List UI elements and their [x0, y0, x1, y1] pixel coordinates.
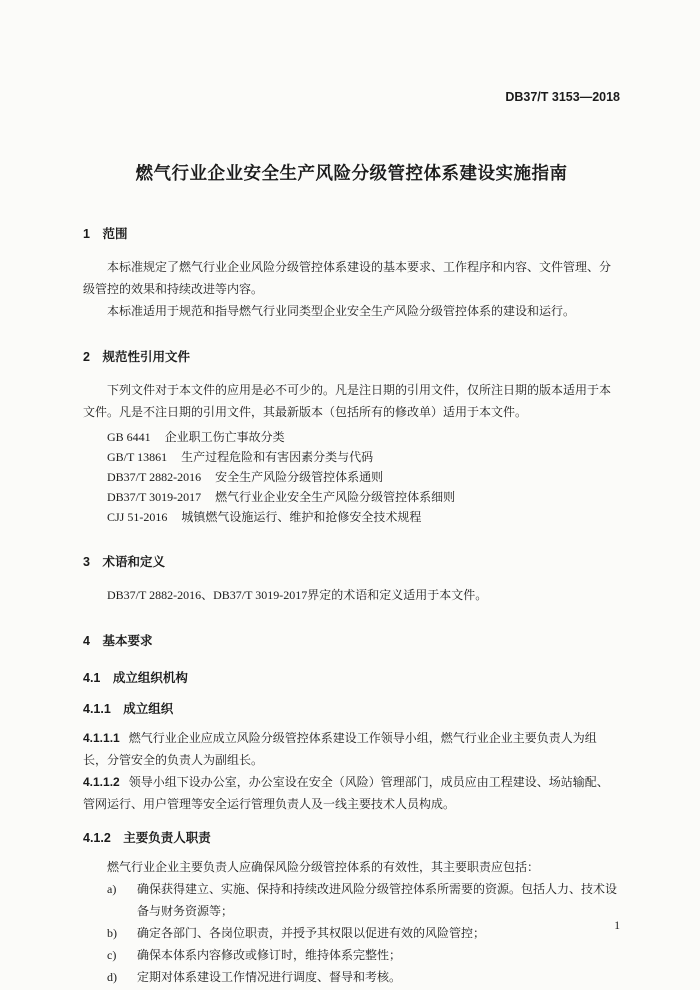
document-header	[83, 90, 620, 104]
list-item-marker: a)	[107, 882, 117, 896]
list-item-text: 确保本体系内容修改或修订时，维持体系完整性；	[137, 948, 402, 962]
clause	[83, 771, 620, 815]
list-item-marker: c)	[107, 948, 117, 962]
subsection-heading-org-structure: 4.1 成立组织机构	[83, 671, 188, 685]
reference-item	[107, 507, 620, 527]
paragraph: 燃气行业企业主要负责人应确保风险分级管控体系的有效性，其主要职责应包括：	[107, 860, 540, 874]
reference-code: DB37/T 3019-2017	[107, 490, 202, 504]
reference-code: GB/T 13861	[107, 450, 168, 464]
reference-item	[107, 447, 620, 467]
clause-number: 4.1.1.1	[83, 731, 120, 745]
reference-item	[107, 427, 620, 447]
section-normative-references	[83, 349, 620, 527]
list-item-text: 确保获得建立、实施、保持和持续改进风险分级管控体系所需要的资源。包括人力、技术设备与财务资源等；	[137, 882, 618, 918]
list-item	[107, 878, 620, 922]
paragraph: DB37/T 2882-2016、DB37/T 3019-2017界定的术语和定义适用于本文件。	[107, 588, 488, 602]
reference-title: 生产过程危险和有害因素分类与代码	[181, 450, 374, 464]
paragraph: 本标准规定了燃气行业企业风险分级管控体系建设的基本要求、工作程序和内容、文件管理、分级管控的效果和持续改进等内容。	[83, 260, 612, 296]
clause-number: 4.1.1.2	[83, 775, 120, 789]
list-item-text: 定期对体系建设工作情况进行调度、督导和考核。	[137, 970, 402, 984]
section-heading-basic-requirements: 4 基本要求	[83, 634, 153, 648]
section-terms-definitions	[83, 554, 620, 606]
reference-code: CJJ 51-2016	[107, 510, 168, 524]
section-heading-terms-definitions: 3 术语和定义	[83, 555, 165, 569]
reference-title: 城镇燃气设施运行、维护和抢修安全技术规程	[181, 510, 422, 524]
section-heading-scope: 1 范围	[83, 227, 128, 241]
standard-number: DB37/T 3153—2018	[505, 90, 620, 104]
duty-list	[107, 878, 620, 988]
list-item-text: 确定各部门、各岗位职责，并授予其权限以促进有效的风险管控；	[137, 926, 486, 940]
list-item-marker: b)	[107, 926, 117, 940]
reference-item	[107, 467, 620, 487]
list-item-marker: d)	[107, 970, 117, 984]
list-item	[107, 944, 620, 966]
clause	[83, 727, 620, 771]
reference-item	[107, 487, 620, 507]
paragraph: 下列文件对于本文件的应用是必不可少的。凡是注日期的引用文件，仅所注日期的版本适用于本文件。凡是不注日期的引用文件，其最新版本（包括所有的修改单）适用于本文件。	[83, 383, 612, 419]
section-basic-requirements	[83, 633, 620, 988]
reference-list	[107, 427, 620, 527]
subsection-heading-leader-duties: 4.1.2 主要负责人职责	[83, 831, 211, 845]
paragraph: 本标准适用于规范和指导燃气行业同类型企业安全生产风险分级管控体系的建设和运行。	[107, 304, 576, 318]
reference-code: DB37/T 2882-2016	[107, 470, 202, 484]
list-item	[107, 966, 620, 988]
document-title: 燃气行业企业安全生产风险分级管控体系建设实施指南	[135, 163, 568, 183]
section-heading-normative-references: 2 规范性引用文件	[83, 350, 190, 364]
subsection-heading-org-setup: 4.1.1 成立组织	[83, 702, 174, 716]
reference-title: 企业职工伤亡事故分类	[164, 430, 285, 444]
reference-title: 燃气行业企业安全生产风险分级管控体系细则	[215, 490, 456, 504]
clause-text: 领导小组下设办公室，办公室设在安全（风险）管理部门，成员应由工程建设、场站输配、管网运行、用户管理等安全运行管理负责人及一线主要技术人员构成。	[83, 775, 609, 811]
reference-title: 安全生产风险分级管控体系通则	[215, 470, 384, 484]
list-item	[107, 922, 620, 944]
section-scope	[83, 226, 620, 322]
reference-code: GB 6441	[107, 430, 151, 444]
clause-text: 燃气行业企业应成立风险分级管控体系建设工作领导小组，燃气行业企业主要负责人为组长，分管安全的负责人为副组长。	[83, 731, 597, 767]
page-number: 1	[614, 920, 620, 932]
